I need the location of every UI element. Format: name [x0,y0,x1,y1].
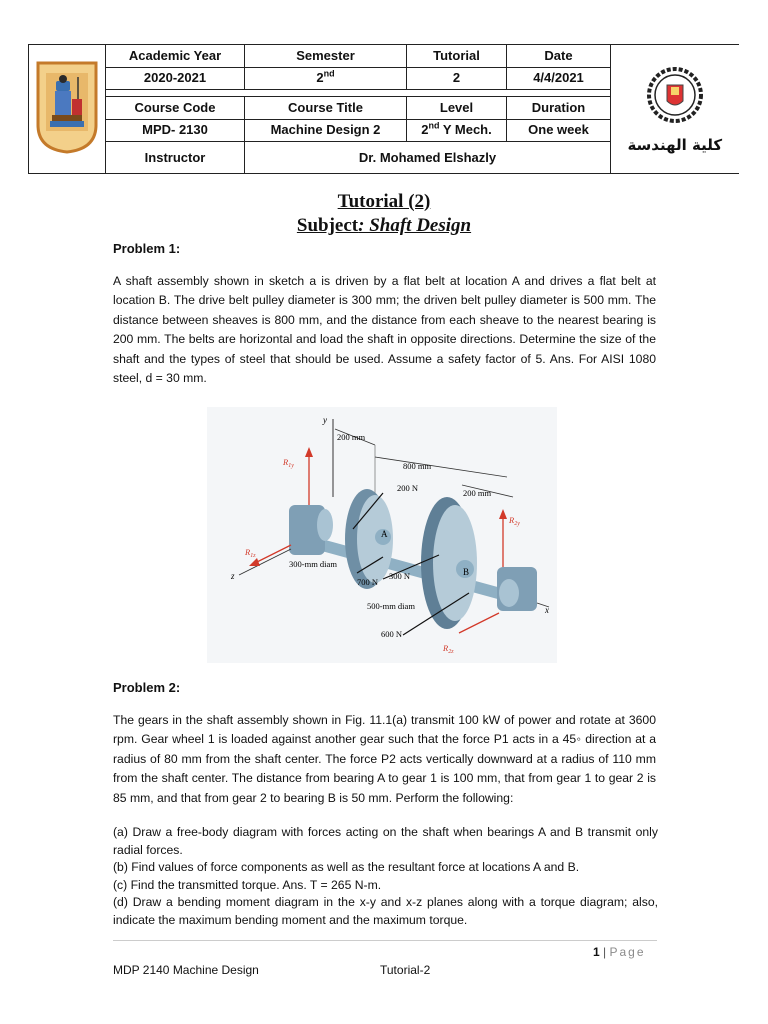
dim-left-label: 200 mm [337,432,366,442]
footer-divider [113,940,657,941]
axis-x-label: x [545,605,549,615]
duration-value: One week [507,119,611,142]
footer-tutorial: Tutorial-2 [380,963,431,977]
force-600-label: 600 N [381,629,403,639]
faculty-logo-cell [611,45,739,174]
semester-value: 2nd [245,67,407,90]
course-code-label: Course Code [106,97,245,120]
semester-label: Semester [245,45,407,68]
axis-y-label: y [323,415,327,425]
academic-year-label: Academic Year [106,45,245,68]
force-200-label: 200 N [397,483,419,493]
page-number: 1 | Page [593,945,646,959]
task-item: (d) Draw a bending moment diagram in the x-y and x-z planes along with a torque diagram; also, indicate the maximum bending moment and the maximum torque. [113,895,658,927]
reaction-r2z: $R_{2z}$ [443,643,454,655]
duration-label: Duration [507,97,611,120]
course-title-value: Machine Design 2 [245,119,407,142]
reaction-r1y: $R_{1y}$ [283,457,294,469]
faculty-arabic-name: كلية الهندسة [627,135,723,154]
university-logo-cell [29,45,106,174]
dim-mid-label: 800 mm [403,461,432,471]
label-a: A [381,529,388,539]
dim-right-label: 200 mm [463,488,492,498]
shaft-assembly-figure [207,407,557,663]
force-300-label: 300 N [389,571,411,581]
instructor-label: Instructor [106,142,245,174]
force-700-label: 700 N [357,577,379,587]
problem2-heading: Problem 2: [113,680,181,695]
problem1-heading: Problem 1: [113,241,181,256]
problem2-text: The gears in the shaft assembly shown in Fig. 11.1(a) transmit 100 kW of power and rotate at 3600 rpm. Gear wheel 1 is loaded against another gear such that the force P1 acts in a 45◦ direction at a radius of 80 mm from the shaft center. The force P2 acts vertically downward at a radius of 110 mm from the shaft center. The distance from bearing A to gear 1 is 100 mm, that from gear 1 to gear 2 is 85 mm, and that from gear 2 to bearing B is 50 mm. Perform the following: [113,713,656,805]
instructor-value: Dr. Mohamed Elshazly [245,142,611,174]
level-value: 2nd Y Mech. [407,119,507,142]
university-logo [34,59,100,155]
academic-year-value: 2020-2021 [106,67,245,90]
date-value: 4/4/2021 [507,67,611,90]
date-label: Date [507,45,611,68]
faculty-logo [635,65,715,135]
problem1-text: A shaft assembly shown in sketch a is driven by a flat belt at location A and drives a flat belt at location B. The drive belt pulley diameter is 300 mm; the driven belt pulley diameter is 500 mm. The distance between sheaves is 800 mm, and the distance from each sheave to the nearest bearing is 200 mm. The belts are horizontal and load the shaft in opposite directions. Determine the size of the shaft and the types of steel that should be used. Assume a safety factor of 5. Ans. For AISI 1080 steel, d = 30 mm. [113,274,656,386]
axis-z-label: z [231,571,235,581]
tutorial-value: 2 [407,67,507,90]
tutorial-title: Tutorial (2) [337,191,431,212]
course-code-value: MPD- 2130 [106,119,245,142]
tutorial-label: Tutorial [407,45,507,68]
task-item: (a) Draw a free-body diagram with forces acting on the shaft when bearings A and B transmit only radial forces. [113,825,658,857]
diam-small-label: 300-mm diam [289,559,337,569]
footer-course: MDP 2140 Machine Design [113,963,259,977]
task-item: (b) Find values of force components as well as the resultant force at locations A and B. [113,860,580,875]
subject-title: Subject: Shaft Design [296,215,472,236]
reaction-r2y: $R_{2y}$ [509,515,520,527]
diam-large-label: 500-mm diam [367,601,415,611]
label-b: B [463,567,470,577]
problem2-task-list [113,824,658,930]
course-title-label: Course Title [245,97,407,120]
task-item: (c) Find the transmitted torque. Ans. T = 265 N-m. [113,877,382,892]
reaction-r1z: $R_{1z}$ [245,547,256,559]
course-info-table [28,44,739,174]
level-label: Level [407,97,507,120]
